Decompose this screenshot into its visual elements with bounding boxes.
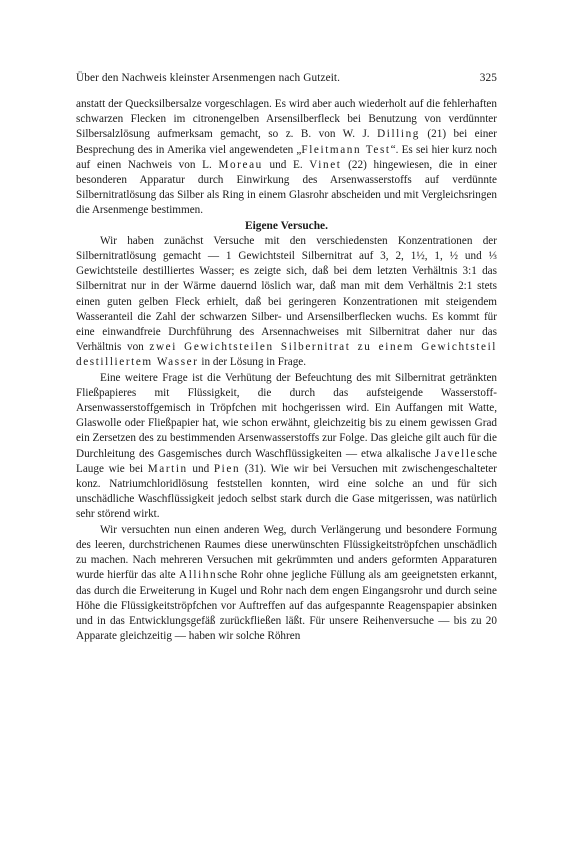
author-name: Martin bbox=[147, 462, 188, 475]
author-name: Pien bbox=[213, 462, 241, 475]
page-header bbox=[76, 72, 497, 84]
test-name: Fleitmann Test bbox=[301, 143, 391, 156]
paragraph-1: anstatt der Quecksilbersalze vorgeschlagen. Es wird aber auch wiederholt auf die fehlerhaften schwarzen Flecken im citronengelben Arsensilberfleck bei Benutzung von verdünnter Silbersalzlösung aufmerksam gemacht, so z. B. von W. J. Dilling (21) bei einer Besprechung des in Amerika viel angewendeten „Fleitmann Test“. Es sei hier kurz noch auf einen Nachweis von L. Moreau und E. Vinet (22) hingewiesen, die in einer besonderen Apparatur durch Einwirkung des Arsenwasserstoffs auf verdünnte Silbernitratlösung das Silber als Ring in einem Glasrohr abscheiden und mit Vergleichsringen die Arsenmenge bestimmen. bbox=[76, 98, 497, 217]
body-text bbox=[76, 97, 497, 644]
paragraph-3: Eine weitere Frage ist die Verhütung der Befeuchtung des mit Silbernitrat getränkten Fließpapieres mit Flüssigkeit, die durch das aufsteigende Wasserstoff-Arsenwasserstoffgemisch in Tröpfchen mit hochgerissen wird. Ein Auffangen mit Watte, Glaswolle oder Fließpapier hat, wie schon erwähnt, gleichzeitig bis zu einem gewissen Grad ein Zersetzen des zu bestimmenden Arsenwasserstoffs zur Folge. Das gleiche gilt auch für die Durchleitung des Gasgemisches durch Waschflüssigkeiten — etwa alkalische Javellesche Lauge wie bei Martin und Pien (31). Wie wir bei Versuchen mit zwischengeschalteter konz. Natriumchloridlösung feststellen konnten, wird eine solche an und für sich unschädliche Waschflüssigkeit jedoch selbst stark durch die Gase mitgerissen, was natürlich sehr störend wirkt. bbox=[76, 371, 497, 521]
emphasized-text: zwei Gewichtsteilen Silbernitrat zu einem Gewichtsteil destilliertem Wasser bbox=[76, 341, 497, 369]
paragraph-2: Wir haben zunächst Versuche mit den verschiedensten Konzentrationen der Silbernitratlösung gemacht — 1 Gewichtsteil Silbernitrat auf 3, 2, 1½, 1, ½ und ⅓ Gewichtsteile destilliertes Wasser; es zeigte sich, daß bei dem letzten Verhältnis 3:1 das Silbernitrat nur in der Wärme dauernd löslich war, daß man mit dem Verhältnis 2:1 stets einen guten gelben Fleck erhielt, daß bei geringeren Konzentrationen mit steigendem Wasseranteil die Zahl der schwarzen Silber- und Arsensilberflecken wuchs. Es kommt für eine einwandfreie Durchführung des Arsennachweises mit Silbernitrat daher nur das Verhältnis von zwei Gewichtsteilen Silbernitrat zu einem Gewichtsteil destilliertem Wasser in der Lösung in Frage. bbox=[76, 234, 497, 369]
author-name: Javelle bbox=[434, 447, 478, 460]
running-title: Über den Nachweis kleinster Arsenmengen nach Gutzeit. bbox=[76, 72, 341, 84]
author-name: Dilling bbox=[377, 128, 420, 141]
paragraph-4: Wir versuchten nun einen anderen Weg, durch Verlängerung und besondere Formung des leeren, durchstrichenen Raumes diese unerwünschten Flüssigkeitströpfchen unschädlich zu machen. Nach mehreren Versuchen mit gekrümmten und anders geformten Apparaturen wurde hierfür das alte Allihnsche Rohr ohne jegliche Füllung als am geeignetsten erkannt, das durch die Erweiterung in Kugel und Rohr nach dem engen Eingangsrohr und durch seine Höhe die Flüssigkeitströpfchen vor Auftreffen auf das aufgespannte Reagenspapier absinken und in das Entwicklungsgefäß zurückfließen läßt. Für unsere Reihenversuche — bis zu 20 Apparate gleichzeitig — haben wir solche Röhren bbox=[76, 523, 497, 643]
author-name: Vinet bbox=[309, 158, 342, 171]
author-name: Allihn bbox=[179, 569, 218, 582]
page-number: 325 bbox=[479, 72, 497, 84]
author-name: Moreau bbox=[218, 158, 263, 171]
section-heading: Eigene Versuche. bbox=[245, 219, 328, 232]
